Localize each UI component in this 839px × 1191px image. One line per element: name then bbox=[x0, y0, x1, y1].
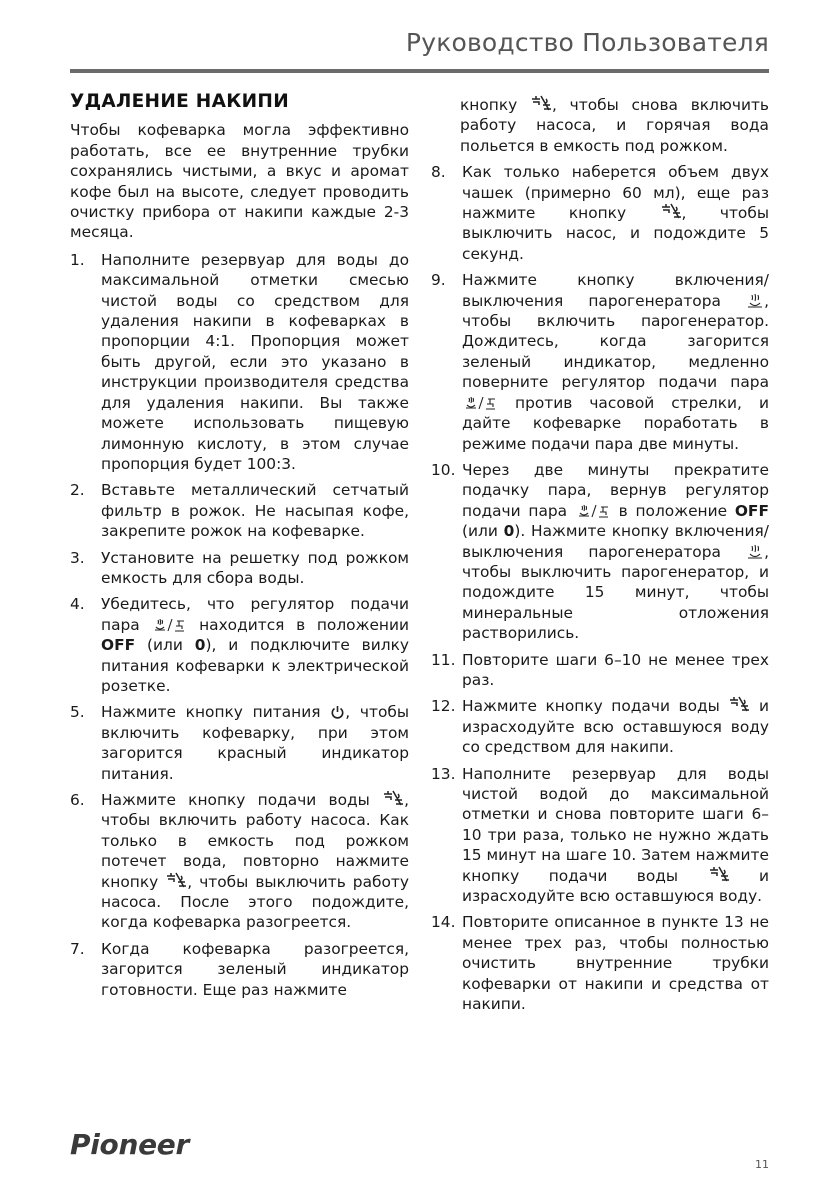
step-number: 4. bbox=[70, 595, 85, 614]
section-intro: Чтобы кофеварка могла эффективно работать, все ее внутренние трубки сохранялись чистыми, а вкус и аромат кофе был на высоте, следует проводить очистку прибора от накипи каждые 2-3 месяца. bbox=[70, 121, 409, 242]
step-14 bbox=[431, 912, 769, 1014]
step-text: Вставьте металлический сетчатый фильтр в рожок. Не насыпая кофе, закрепите рожок на кофеварке. bbox=[101, 481, 409, 541]
step-12 bbox=[431, 696, 769, 757]
water-pump-icon bbox=[660, 203, 682, 221]
section-title: УДАЛЕНИЕ НАКИПИ bbox=[70, 91, 289, 112]
step-text: Наполните резервуар для воды до максимальной отметки смесью чистой воды со средством для удаления накипи в кофеварках в пропорции 4:1. Пропорция может быть другой, если это указано в инструкции производителя средства для удаления накипи. Вы также можете использовать пищевую лимонную кислоту, в этом случае пропорция будет 100:3. bbox=[101, 250, 409, 473]
right-column bbox=[431, 95, 769, 1020]
step-7-continued: кнопку , чтобы снова включить работу насоса, и горячая вода польется в емкость под рожком. bbox=[460, 96, 769, 155]
step-number: 12. bbox=[431, 697, 456, 716]
step-number: 3. bbox=[70, 548, 85, 567]
water-pump-icon bbox=[165, 872, 187, 890]
water-pump-icon bbox=[728, 696, 750, 714]
zero-label: 0 bbox=[194, 636, 206, 655]
step-text: Когда кофеварка разогреется, загорится зеленый индикатор готовности. Еще раз нажмите bbox=[101, 939, 409, 999]
step-7 bbox=[70, 939, 409, 1000]
steam-knob-icon bbox=[151, 617, 187, 633]
step-number: 1. bbox=[70, 250, 85, 269]
step-text: Убедитесь, что регулятор подачи пара находится в положении OFF (или 0), и подключите вилку питания кофеварки к электрической розетке. bbox=[101, 595, 409, 695]
step-text: Нажмите кнопку включения/выключения парогенератора , чтобы включить парогенератор. Дождитесь, когда загорится зеленый индикатор, медленно поверните регулятор подачи пара против часовой стрелки, и дайте кофеварке поработать в режиме подачи пара две минуты. bbox=[462, 271, 769, 453]
step-6 bbox=[70, 790, 409, 933]
step-text: Повторите шаги 6–10 не менее трех раз. bbox=[462, 650, 769, 689]
page-header-title: Руководство Пользователя bbox=[405, 28, 769, 57]
zero-label: 0 bbox=[503, 522, 515, 541]
step-number: 11. bbox=[431, 650, 456, 669]
step-13 bbox=[431, 764, 769, 907]
step-number: 13. bbox=[431, 764, 456, 783]
water-pump-icon bbox=[708, 866, 730, 884]
left-column bbox=[70, 92, 409, 1006]
step-1 bbox=[70, 250, 409, 474]
steam-button-icon bbox=[746, 293, 764, 309]
step-number: 7. bbox=[70, 939, 85, 958]
step-number: 2. bbox=[70, 481, 85, 500]
step-text: Наполните резервуар для воды чистой водой до максимальной отметки и снова повторите шаги 6–10 три раза, только не нужно ждать 15 минут на шаге 10. Затем нажмите кнопку подачи воды и израсходуйте всю оставшуюся воду. bbox=[462, 764, 769, 906]
step-3 bbox=[70, 548, 409, 589]
off-label: OFF bbox=[101, 636, 136, 655]
step-number: 10. bbox=[431, 460, 456, 479]
step-text: Нажмите кнопку питания , чтобы включить кофеварку, при этом загорится красный индикатор питания. bbox=[101, 703, 409, 783]
header-divider bbox=[70, 69, 769, 73]
water-pump-icon bbox=[382, 790, 404, 808]
step-text: Через две минуты прекратите подачку пара, вернув регулятор подачи пара в положение OFF (или 0). Нажмите кнопку включения/выключения парогенератора , чтобы выключить парогенератор, и подождите 15 минут, чтобы минеральные отложения растворились. bbox=[462, 460, 769, 643]
step-number: 9. bbox=[431, 271, 446, 290]
step-text: Как только наберется объем двух чашек (примерно 60 мл), еще раз нажмите кнопку , чтобы выключить насос, и подождите 5 секунд. bbox=[462, 163, 769, 263]
step-number: 5. bbox=[70, 703, 85, 722]
step-8 bbox=[431, 162, 769, 264]
step-11 bbox=[431, 650, 769, 691]
step-number: 14. bbox=[431, 913, 456, 932]
step-text: Нажмите кнопку подачи воды , чтобы включить работу насоса. Как только в емкость под рожком потечет вода, повторно нажмите кнопку , чтобы выключить работу насоса. После этого подождите, когда кофеварка разогреется. bbox=[101, 791, 409, 932]
step-number: 6. bbox=[70, 791, 85, 809]
steam-knob-icon bbox=[462, 395, 498, 411]
steam-knob-icon bbox=[575, 503, 611, 519]
step-4 bbox=[70, 594, 409, 696]
step-5 bbox=[70, 702, 409, 784]
step-2 bbox=[70, 480, 409, 541]
step-text: Установите на решетку под рожком емкость для сбора воды. bbox=[101, 548, 409, 587]
step-text: Повторите описанное в пункте 13 не менее трех раз, чтобы полностью очистить внутренние трубки кофеварки от накипи и средства от накипи. bbox=[462, 913, 769, 1014]
steam-button-icon bbox=[746, 544, 764, 560]
step-9 bbox=[431, 270, 769, 454]
page-number: 11 bbox=[755, 1158, 769, 1171]
step-text: Нажмите кнопку подачи воды и израсходуйте всю оставшуюся воду со средством для накипи. bbox=[462, 697, 769, 757]
off-label: OFF bbox=[734, 501, 769, 520]
step-number: 8. bbox=[431, 163, 446, 182]
brand-logo: Pioneer bbox=[70, 1128, 189, 1161]
water-pump-icon bbox=[530, 95, 552, 113]
step-10 bbox=[431, 460, 769, 644]
power-icon bbox=[330, 705, 345, 720]
